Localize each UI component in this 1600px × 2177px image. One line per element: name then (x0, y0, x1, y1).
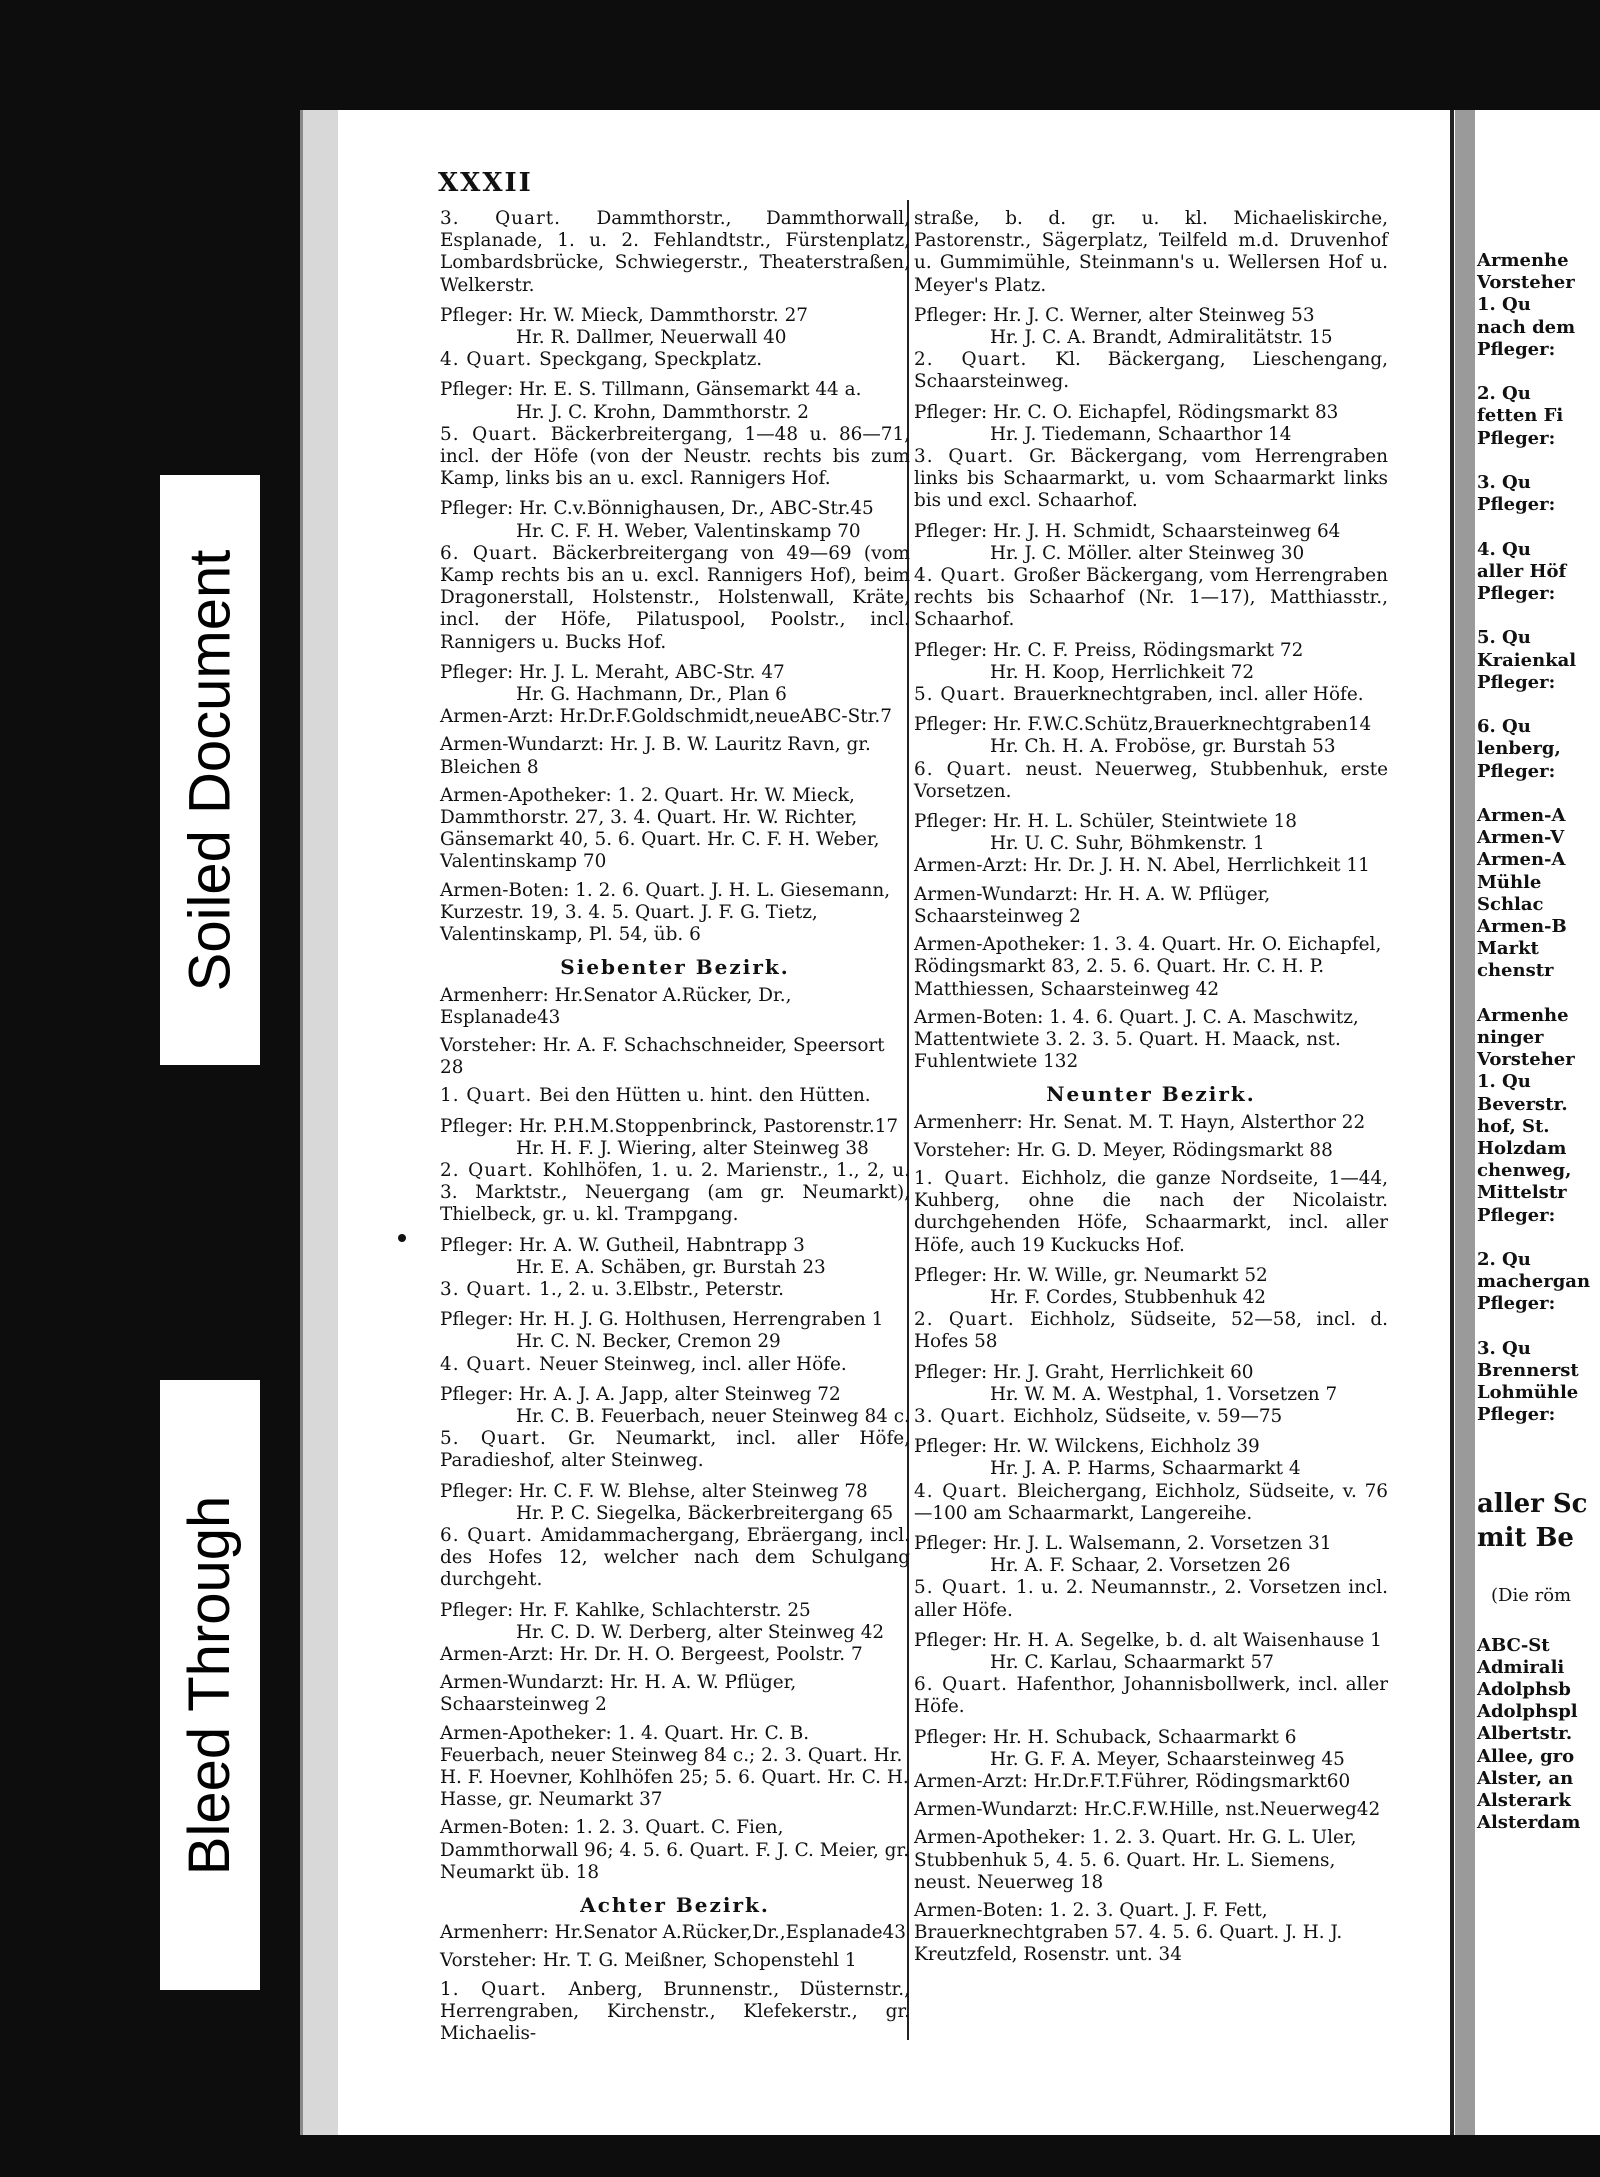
label-bleed-through (160, 1380, 260, 1990)
next-page-line: Vorsteher (1477, 272, 1575, 294)
page-number: XXXII (438, 168, 533, 198)
official-entry: Armen-Apotheker: 1. 2. 3. Quart. Hr. G. L. Uler, Stubbenhuk 5, 4. 5. 6. Quart. Hr. L. Siemens, neust. Neuerweg 18 (914, 1827, 1357, 1893)
official-entry: Armen-Arzt: Hr. Dr. J. H. N. Abel, Herrlichkeit 11 (914, 855, 1370, 877)
next-page-line: Armen-V (1477, 827, 1565, 849)
official-entry: Vorsteher: Hr. A. F. Schachschneider, Speersort 28 (440, 1034, 885, 1079)
quarter-label: 3. Quart. (440, 208, 597, 229)
pfleger-line: Pfleger: Hr. H. A. Segelke, b. d. alt Waisenhause 1 (914, 1629, 1382, 1651)
quarter-entry (440, 1160, 910, 1227)
quarter-entry (440, 1428, 910, 1472)
next-page-index-line: ABC-St (1477, 1634, 1550, 1656)
quarter-streets: Bäckerbreitergang, 1—48 u. 86—71, incl. der Höfe (von der Neustr. rechts bis zum Kamp, links bis an u. excl. Rannigers Hof. (440, 423, 911, 490)
quarter-label: 2. Quart. (440, 1159, 543, 1181)
quarter-label: 5. Quart. (440, 1428, 569, 1450)
pfleger-line-second: Hr. C. B. Feuerbach, neuer Steinweg 84 c. (516, 1405, 910, 1427)
next-page-line: Vorsteher (1477, 1049, 1575, 1071)
quarter-streets: Bäckerbreitergang von 49—69 (vom Kamp rechts bis an u. excl. Rannigers Hof), beim Dragonerstall, Holstenstr., Holstenwall, Kräte, incl. der Höfe, Pilatuspool, Poolstr., incl. Rannigers u. Bucks Hof. (440, 542, 910, 653)
pfleger-line: Pfleger: Hr. J. L. Walsemann, 2. Vorsetzen 31 (914, 1532, 1332, 1554)
next-page-line: chenstr (1477, 960, 1554, 982)
pfleger-line: Pfleger: Hr. F. Kahlke, Schlachterstr. 25 (440, 1599, 811, 1621)
official-entry: Armenherr: Hr.Senator A.Rücker,Dr.,Esplanade43 (440, 1922, 906, 1944)
next-page-line: Pfleger: (1477, 338, 1556, 360)
official-entry: Armen-Wundarzt: Hr. J. B. W. Lauritz Ravn, gr. Bleichen 8 (440, 734, 871, 778)
official-entry: Armen-Boten: 1. 2. 3. Quart. C. Fien, Dammthorwall 96; 4. 5. 6. Quart. F. J. C. Meier, gr. Neumarkt üb. 18 (440, 1817, 910, 1883)
next-page-line: Pfleger: (1477, 494, 1556, 516)
next-page-line: chenweg, (1477, 1160, 1572, 1182)
next-page-line: Pfleger: (1477, 427, 1556, 449)
pfleger-line-second: Hr. J. C. A. Brandt, Admiralitätstr. 15 (990, 327, 1333, 349)
next-page-line: 3. Qu (1477, 1337, 1531, 1359)
next-page-line: 2. Qu (1477, 383, 1531, 405)
quarter-entry (914, 349, 1388, 393)
right-column (914, 208, 1388, 1973)
pfleger-line-second: Hr. J. C. Möller. alter Steinweg 30 (990, 542, 1305, 564)
quarter-streets: Bei den Hütten u. hint. den Hütten. (539, 1085, 871, 1107)
next-page-line: aller Höf (1477, 560, 1567, 582)
next-page-line: Armen-A (1477, 849, 1566, 871)
next-page-index-line: Adolphspl (1477, 1701, 1578, 1723)
label-soiled-text: Soiled Document (177, 549, 243, 991)
quarter-streets: Kohlhöfen, 1. u. 2. Marienstr., 1., 2, u. 3. Marktstr., Neuergang (am gr. Neumarkt), Thielbeck, gr. u. kl. Trampgang. (440, 1159, 910, 1226)
quarter-label: 6. Quart. (914, 758, 1026, 780)
quarter-label: 4. Quart. (440, 1353, 540, 1375)
quarter-entry (440, 424, 910, 491)
pfleger-line-second: Hr. J. C. Krohn, Dammthorstr. 2 (516, 401, 809, 423)
pfleger-line: Pfleger: Hr. C. F. Preiss, Rödingsmarkt 72 (914, 639, 1304, 661)
next-page-line: Armen-A (1477, 805, 1566, 826)
quarter-streets: 1. u. 2. Neumannstr., 2. Vorsetzen incl. aller Höfe. (914, 1577, 1388, 1621)
next-page-index-line: Adolphsb (1477, 1679, 1571, 1700)
quarter-entry (914, 446, 1388, 513)
quarter-label: 4. Quart. (914, 565, 1014, 587)
next-page-index-line: Alsterark (1477, 1790, 1571, 1811)
pfleger-line-second: Hr. R. Dallmer, Neuerwall 40 (516, 327, 787, 349)
pfleger-line: Pfleger: Hr. F.W.C.Schütz,Brauerknechtgraben14 (914, 714, 1372, 736)
pfleger-line-second: Hr. W. M. A. Westphal, 1. Vorsetzen 7 (990, 1383, 1338, 1405)
pfleger-line-second: Hr. E. A. Schäben, gr. Burstah 23 (516, 1256, 826, 1278)
quarter-entry (440, 1525, 910, 1592)
pfleger-line: Pfleger: Hr. J. C. Werner, alter Steinweg 53 (914, 304, 1315, 326)
pfleger-line: Pfleger: Hr. W. Wilckens, Eichholz 39 (914, 1436, 1260, 1458)
label-soiled-document (160, 475, 260, 1065)
next-page-heading: mit Be (1477, 1522, 1574, 1553)
next-page-fragment (1475, 110, 1600, 2135)
quarter-entry (440, 1979, 910, 2046)
next-page-line: Lohmühle (1477, 1382, 1579, 1404)
quarter-streets: Großer Bäckergang, vom Herrengraben rechts bis Schaarhof (Nr. 1—17), Matthiasstr., Schaarhof. (914, 565, 1388, 631)
quarter-entry (914, 1168, 1388, 1257)
pfleger-line-second: Hr. C. Karlau, Schaarmarkt 57 (990, 1651, 1274, 1673)
pfleger-line: Pfleger: Hr. H. J. G. Holthusen, Herrengraben 1 (440, 1309, 884, 1331)
quarter-streets: Speckgang, Speckplatz. (539, 349, 763, 371)
ink-dot (398, 1234, 406, 1242)
quarter-entry (440, 1279, 910, 1301)
next-page-index-line: Alsterdam (1477, 1812, 1581, 1834)
pfleger-line: Pfleger: Hr. J. L. Meraht, ABC-Str. 47 (440, 661, 785, 683)
quarter-streets: straße, b. d. gr. u. kl. Michaeliskirche, Pastorenstr., Sägerplatz, Teilfeld m.d. Druvenhof u. Gummimühle, Steinmann's u. Wellersen Hof u. Meyer's Platz. (914, 208, 1388, 296)
pfleger-line-second: Hr. J. Tiedemann, Schaarthor 14 (990, 423, 1292, 445)
quarter-label: 1. Quart. (440, 1978, 569, 2000)
district-heading: Neunter Bezirk. (1046, 1082, 1256, 1107)
pfleger-line-second: Hr. J. A. P. Harms, Schaarmarkt 4 (990, 1458, 1301, 1480)
quarter-streets: Anberg, Brunnenstr., Düsternstr., Herrengraben, Kirchenstr., Klefekerstr., gr. Michaelis- (440, 1978, 910, 2045)
official-entry: Armen-Boten: 1. 2. 3. Quart. J. F. Fett, Brauerknechtgraben 57. 4. 5. 6. Quart. J. H. J. Kreutzfeld, Rosenstr. unt. 34 (914, 1900, 1343, 1966)
quarter-entry (440, 1085, 910, 1107)
next-page-line: Pfleger: (1477, 1293, 1556, 1315)
quarter-streets: Amidammachergang, Ebräergang, incl. des Hofes 12, welcher nach dem Schulgang durchgeht. (440, 1524, 910, 1591)
pfleger-line: Pfleger: Hr. H. Schuback, Schaarmarkt 6 (914, 1726, 1297, 1748)
quarter-entry (440, 208, 910, 297)
official-entry: Armen-Apotheker: 1. 2. Quart. Hr. W. Mieck, Dammthorstr. 27, 3. 4. Quart. Hr. W. Richter, Gänsemarkt 40, 5. 6. Quart. Hr. C. F. H. Weber, Valentinskamp 70 (440, 784, 880, 873)
next-page-line: Pfleger: (1477, 671, 1556, 693)
quarter-entry (914, 684, 1388, 706)
quarter-streets: Kl. Bäckergang, Lieschengang, Schaarsteinweg. (914, 349, 1388, 393)
quarter-label: 6. Quart. (914, 1674, 1017, 1696)
quarter-label: 6. Quart. (440, 542, 553, 564)
official-entry: Armen-Boten: 1. 4. 6. Quart. J. C. A. Maschwitz, Mattentwiete 3. 2. 3. 5. Quart. H. Maack, nst. Fuhlentwiete 132 (914, 1006, 1359, 1073)
quarter-streets: Hafenthor, Johannisbollwerk, incl. aller Höfe. (914, 1674, 1388, 1718)
next-page-line: lenberg, (1477, 738, 1561, 760)
next-page-line: Armen-B (1477, 916, 1567, 937)
next-page-line: Markt (1477, 938, 1539, 960)
quarter-entry (914, 1481, 1388, 1525)
next-page-line: Holzdam (1477, 1138, 1567, 1159)
quarter-streets: Eichholz, Südseite, 52—58, incl. d. Hofes 58 (914, 1309, 1388, 1353)
pfleger-line-second: Hr. Ch. H. A. Froböse, gr. Burstah 53 (990, 736, 1336, 758)
next-page-line: 2. Qu (1477, 1249, 1531, 1270)
official-entry: Armenherr: Hr.Senator A.Rücker, Dr., Esplanade43 (440, 984, 792, 1028)
official-entry: Armen-Wundarzt: Hr. H. A. W. Pflüger, Schaarsteinweg 2 (440, 1672, 797, 1716)
quarter-streets: Neuer Steinweg, incl. aller Höfe. (539, 1353, 847, 1375)
quarter-label: 5. Quart. (914, 1577, 1017, 1599)
quarter-label: 4. Quart. (914, 1480, 1017, 1502)
district-heading: Siebenter Bezirk. (560, 955, 790, 980)
next-page-line: Pfleger: (1477, 583, 1556, 604)
next-page-note: (Die röm (1491, 1584, 1572, 1606)
quarter-entry (914, 565, 1388, 632)
next-page-line: Beverstr. (1477, 1093, 1568, 1115)
quarter-label: 3. Quart. (914, 446, 1030, 468)
next-page-line: 5. Qu (1477, 627, 1531, 649)
next-page-line: Brennerst (1477, 1360, 1579, 1381)
quarter-entry (914, 1406, 1388, 1428)
next-page-line: 4. Qu (1477, 538, 1531, 560)
pfleger-line: Pfleger: Hr. C. O. Eichapfel, Rödingsmarkt 83 (914, 401, 1339, 423)
label-bleed-text: Bleed Through (177, 1495, 243, 1875)
pfleger-line-second: Hr. H. Koop, Herrlichkeit 72 (990, 661, 1255, 683)
official-entry: Armenherr: Hr. Senat. M. T. Hayn, Alsterthor 22 (914, 1111, 1366, 1133)
book-gutter (1455, 110, 1475, 2135)
pfleger-line: Pfleger: Hr. W. Mieck, Dammthorstr. 27 (440, 304, 808, 326)
next-page-index-line: Alster, an (1477, 1767, 1574, 1789)
quarter-entry (440, 349, 910, 371)
page-edge (300, 110, 341, 2135)
quarter-entry (440, 543, 910, 654)
black-margin-top (300, 0, 1600, 110)
next-page-line: Mühle (1477, 871, 1542, 893)
quarter-entry (440, 1354, 910, 1376)
next-page-line: ninger (1477, 1027, 1544, 1048)
next-page-line: 3. Qu (1477, 472, 1531, 493)
pfleger-line-second: Hr. U. C. Suhr, Böhmkenstr. 1 (990, 833, 1265, 855)
quarter-label: 2. Quart. (914, 349, 1056, 371)
quarter-streets: Gr. Bäckergang, vom Herrengraben links bis Schaarmarkt, u. vom Schaarmarkt links bis und excl. Schaarhof. (914, 446, 1388, 512)
pfleger-line: Pfleger: Hr. W. Wille, gr. Neumarkt 52 (914, 1264, 1268, 1286)
next-page-line: 1. Qu (1477, 1071, 1531, 1093)
pfleger-line: Pfleger: Hr. C.v.Bönnighausen, Dr., ABC-Str.45 (440, 498, 874, 520)
next-page-line: Pfleger: (1477, 1404, 1556, 1426)
pfleger-line-second: Hr. H. F. J. Wiering, alter Steinweg 38 (516, 1137, 869, 1159)
official-entry: Armen-Apotheker: 1. 4. Quart. Hr. C. B. Feuerbach, neuer Steinweg 84 c.; 2. 3. Quart. Hr. H. F. Hoevner, Kohlhöfen 25; 5. 6. Quart. Hr. C. H. Hasse, gr. Neumarkt 37 (440, 1722, 909, 1811)
official-entry: Vorsteher: Hr. G. D. Meyer, Rödingsmarkt 88 (914, 1139, 1333, 1161)
quarter-entry (914, 208, 1388, 297)
quarter-label: 4. Quart. (440, 349, 540, 371)
next-page-line: fetten Fi (1477, 405, 1564, 427)
next-page-heading: aller Sc (1477, 1488, 1588, 1519)
pfleger-line-second: Hr. A. F. Schaar, 2. Vorsetzen 26 (990, 1555, 1291, 1577)
official-entry: Armen-Arzt: Hr.Dr.F.Goldschmidt,neueABC-Str.7 (440, 706, 892, 728)
pfleger-line: Pfleger: Hr. E. S. Tillmann, Gänsemarkt 44 a. (440, 379, 862, 401)
quarter-label: 5. Quart. (914, 684, 1014, 706)
official-entry: Armen-Arzt: Hr. Dr. H. O. Bergeest, Poolstr. 7 (440, 1643, 863, 1665)
pfleger-line: Pfleger: Hr. J. Graht, Herrlichkeit 60 (914, 1361, 1254, 1383)
quarter-label: 1. Quart. (440, 1085, 540, 1107)
next-page-line: 6. Qu (1477, 716, 1531, 738)
pfleger-line: Pfleger: Hr. A. J. A. Japp, alter Steinweg 72 (440, 1383, 841, 1405)
official-entry: Armen-Wundarzt: Hr. H. A. W. Pflüger, Schaarsteinweg 2 (914, 883, 1271, 927)
quarter-label: 3. Quart. (914, 1405, 1014, 1427)
quarter-entry (914, 759, 1388, 803)
quarter-entry (914, 1674, 1388, 1718)
official-entry: Armen-Wundarzt: Hr.C.F.W.Hille, nst.Neuerweg42 (914, 1799, 1381, 1821)
next-page-line: nach dem (1477, 316, 1576, 338)
quarter-streets: Gr. Neumarkt, incl. aller Höfe, Paradieshof, alter Steinweg. (440, 1428, 910, 1472)
district-heading: Achter Bezirk. (580, 1893, 770, 1918)
quarter-label: 6. Quart. (440, 1524, 541, 1546)
quarter-entry (914, 1577, 1388, 1621)
official-entry: Armen-Arzt: Hr.Dr.F.T.Führer, Rödingsmarkt60 (914, 1771, 1351, 1792)
pfleger-line-second: Hr. G. Hachmann, Dr., Plan 6 (516, 684, 787, 706)
next-page-line: Armenhe (1477, 1004, 1569, 1026)
pfleger-line-second: Hr. C. N. Becker, Cremon 29 (516, 1331, 781, 1353)
quarter-label: 1. Quart. (914, 1167, 1022, 1189)
official-entry: Armen-Boten: 1. 2. 6. Quart. J. H. L. Giesemann, Kurzestr. 19, 3. 4. 5. Quart. J. F. G. Tietz, Valentinskamp, Pl. 54, üb. 6 (440, 879, 891, 946)
pfleger-line-second: Hr. P. C. Siegelka, Bäckerbreitergang 65 (516, 1502, 894, 1524)
quarter-streets: neust. Neuerweg, Stubbenhuk, erste Vorsetzen. (914, 758, 1388, 802)
pfleger-line: Pfleger: Hr. H. L. Schüler, Steintwiete 18 (914, 811, 1297, 833)
next-page-line: Schlac (1477, 893, 1544, 915)
quarter-streets: Bleichergang, Eichholz, Südseite, v. 76—100 am Schaarmarkt, Langereihe. (914, 1480, 1389, 1524)
quarter-streets: 1., 2. u. 3.Elbstr., Peterstr. (539, 1278, 785, 1300)
pfleger-line: Pfleger: Hr. P.H.M.Stoppenbrinck, Pastorenstr.17 (440, 1115, 899, 1137)
next-page-line: hof, St. (1477, 1115, 1550, 1137)
quarter-streets: Eichholz, Südseite, v. 59—75 (1013, 1405, 1283, 1427)
next-page-line: Kraienkal (1477, 649, 1577, 671)
official-entry: Vorsteher: Hr. T. G. Meißner, Schopenstehl 1 (440, 1950, 857, 1972)
next-page-line: Pfleger: (1477, 1204, 1556, 1226)
next-page-index-line: Allee, gro (1477, 1745, 1575, 1767)
next-page-line: 1. Qu (1477, 294, 1531, 316)
next-page-line: Pfleger: (1477, 760, 1556, 782)
quarter-streets: Eichholz, die ganze Nordseite, 1—44, Kuhberg, ohne die nach der Nicolaistr. durchgehenden Höfe, Schaarmarkt, incl. aller Höfe, auch 19 Kuckucks Hof. (914, 1167, 1389, 1256)
pfleger-line: Pfleger: Hr. C. F. W. Blehse, alter Steinweg 78 (440, 1480, 868, 1502)
left-column (440, 208, 910, 2053)
pfleger-line-second: Hr. C. F. H. Weber, Valentinskamp 70 (516, 520, 861, 542)
pfleger-line: Pfleger: Hr. J. H. Schmidt, Schaarsteinweg 64 (914, 520, 1341, 542)
quarter-streets: Brauerknechtgraben, incl. aller Höfe. (1013, 684, 1364, 706)
official-entry: Armen-Apotheker: 1. 3. 4. Quart. Hr. O. Eichapfel, Rödingsmarkt 83, 2. 5. 6. Quart. Hr. C. H. P. Matthiessen, Schaarsteinweg 42 (914, 934, 1382, 1000)
pfleger-line-second: Hr. G. F. A. Meyer, Schaarsteinweg 45 (990, 1748, 1345, 1770)
next-page-line: machergan (1477, 1271, 1591, 1293)
next-page-line: Mittelstr (1477, 1182, 1567, 1204)
quarter-label: 3. Quart. (440, 1278, 540, 1300)
quarter-entry (914, 1309, 1388, 1353)
quarter-label: 2. Quart. (914, 1309, 1031, 1331)
quarter-label: 5. Quart. (440, 423, 551, 445)
pfleger-line: Pfleger: Hr. A. W. Gutheil, Habntrapp 3 (440, 1234, 805, 1256)
next-page-index-line: Admirali (1477, 1656, 1565, 1678)
black-margin-bottom (300, 2135, 1600, 2177)
next-page-index-line: Albertstr. (1477, 1723, 1573, 1745)
next-page-line: Armenhe (1477, 250, 1569, 271)
quarter-streets: Dammthorstr., Dammthorwall, Esplanade, 1. u. 2. Fehlandtstr., Fürstenplatz, Lombardsbrücke, Schwiegerstr., Theaterstraßen, Welkerstr. (440, 208, 910, 296)
pfleger-line-second: Hr. C. D. W. Derberg, alter Steinweg 42 (516, 1621, 885, 1643)
pfleger-line-second: Hr. F. Cordes, Stubbenhuk 42 (990, 1286, 1266, 1308)
